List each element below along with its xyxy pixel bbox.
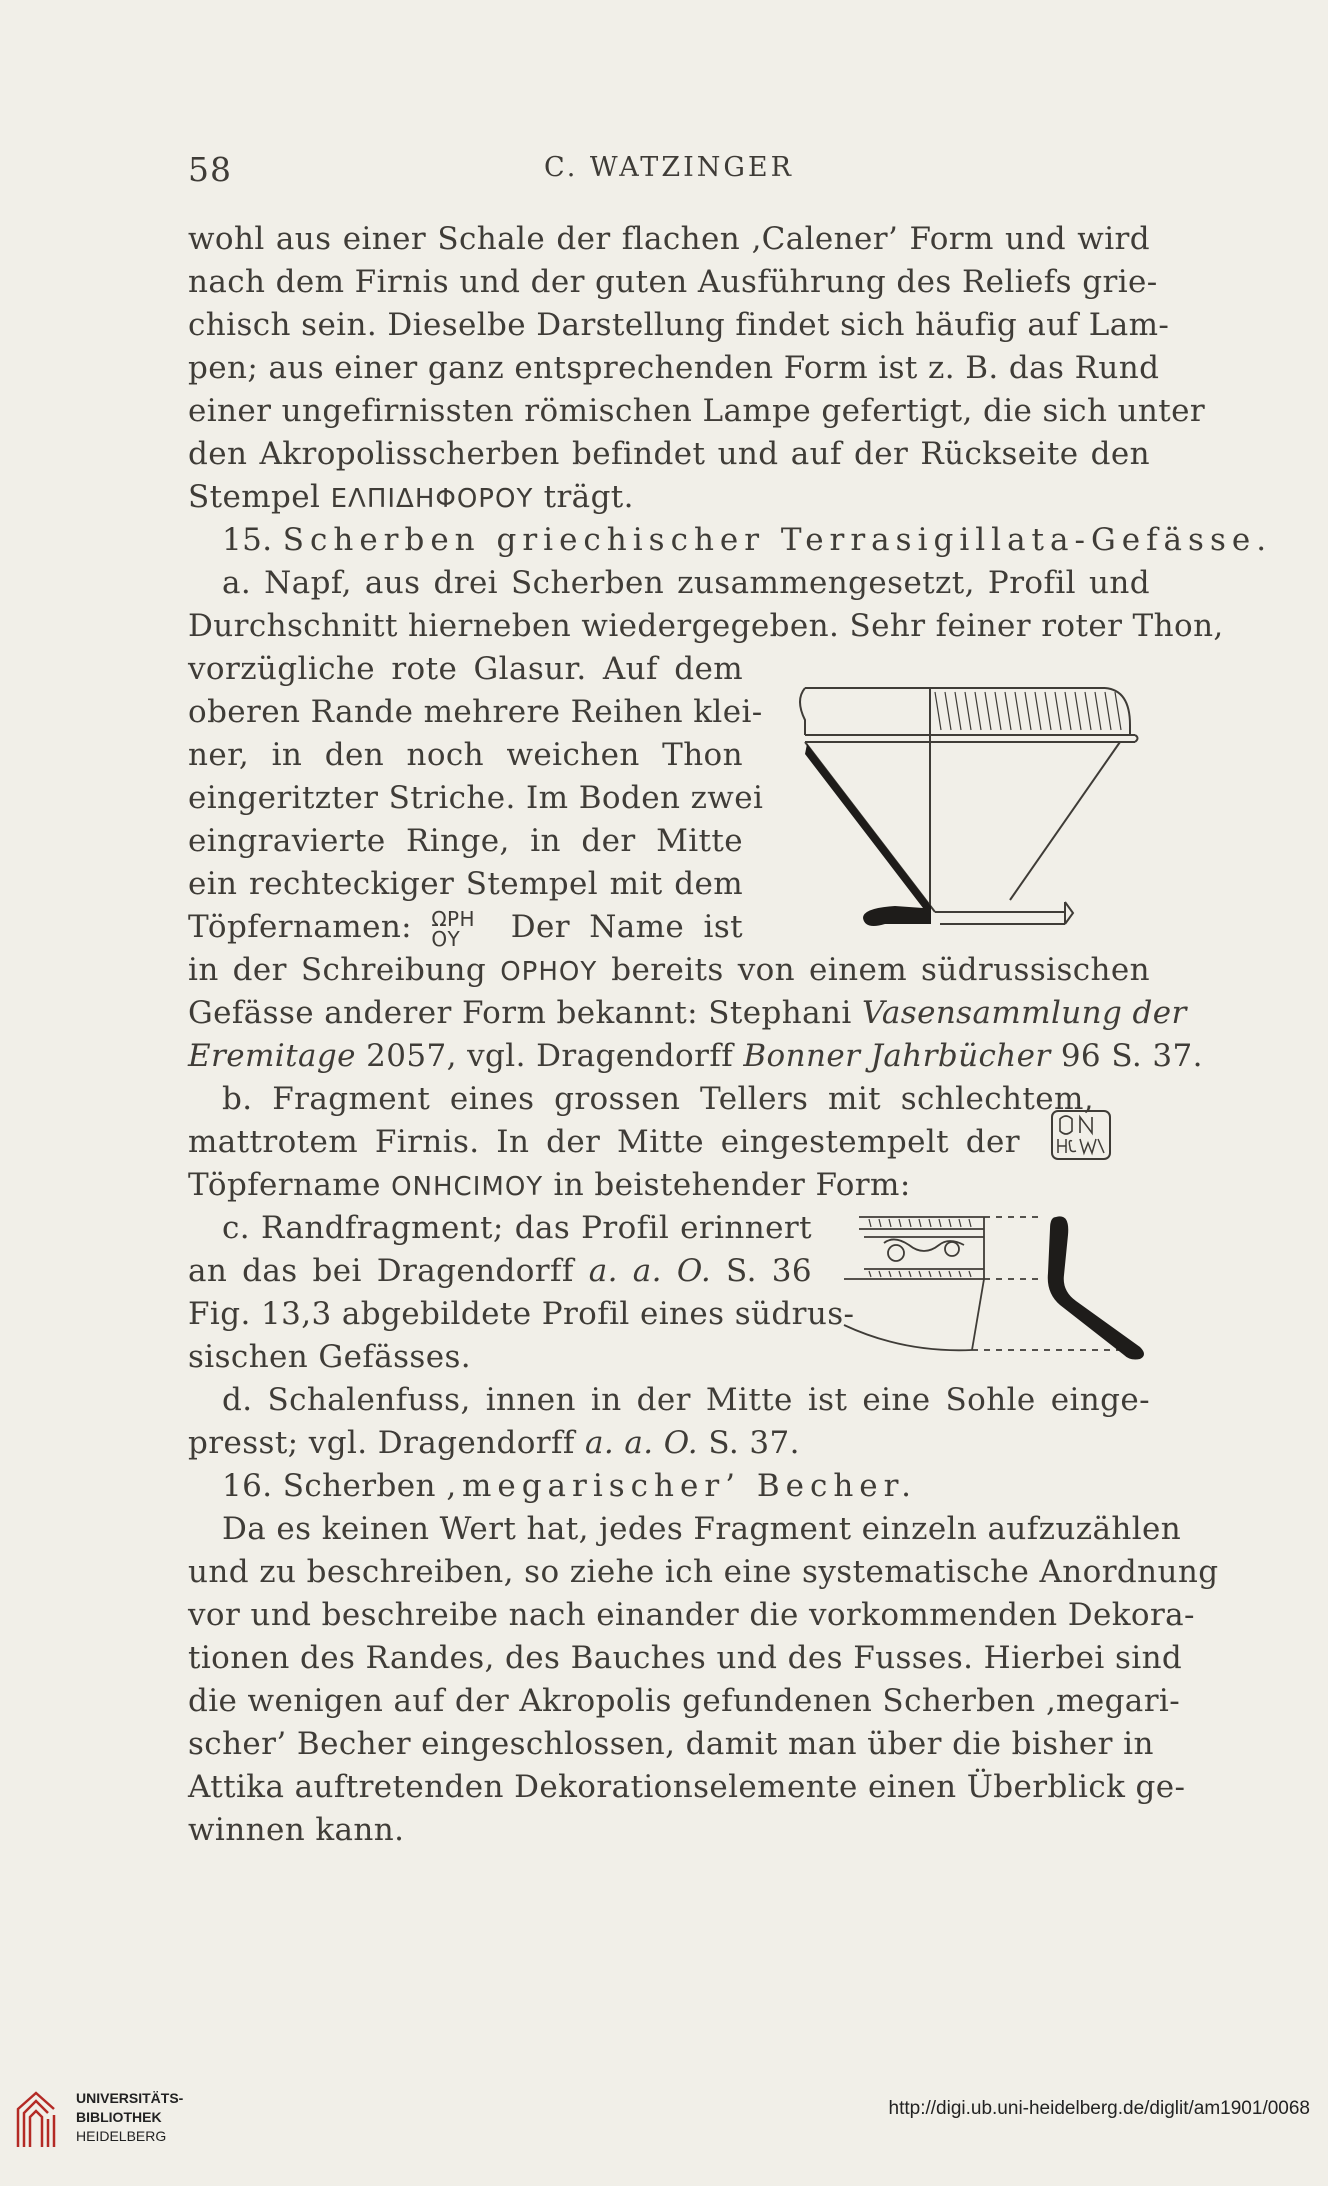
text-line (188, 476, 1150, 519)
text-span: presst; vgl. Dragendorff (188, 1425, 575, 1461)
text-line: chisch sein. Dieselbe Darstellung findet sich häufig auf Lam- (188, 307, 1170, 343)
running-head (188, 150, 1150, 190)
text-line: ner, in den noch weichen Thon (188, 737, 743, 773)
section-number: 15. (222, 522, 283, 558)
text-line: c. Randfragment; das Profil erinnert (222, 1210, 812, 1246)
text-line: Attika auftretenden Dekorationselemente einen Überblick ge- (188, 1769, 1186, 1805)
text-line: die wenigen auf der Akropolis gefundenen Scherben ‚megari- (188, 1683, 1181, 1719)
text-line: b. Fragment eines grossen Tellers mit schlechtem, (222, 1081, 1094, 1117)
text-line (188, 1250, 812, 1293)
text-span: trägt. (543, 479, 634, 515)
sigla-bottom: ΟΥ (431, 926, 461, 951)
text-line (188, 949, 1150, 992)
text-span: S. 36 (726, 1253, 812, 1289)
greek-name: ΟΡΗΟΥ (500, 957, 598, 987)
library-name (76, 2089, 183, 2146)
text-span: in der Schreibung (188, 952, 487, 988)
text-line: eingeritzter Striche. Im Boden zwei (188, 780, 764, 816)
citation-abbrev: a. a. O. (585, 1425, 699, 1461)
text-line: d. Schalenfuss, innen in der Mitte ist eine Sohle einge- (222, 1382, 1150, 1418)
bowl-profile-figure (735, 680, 1145, 940)
section-title: ‚megarischer’ Becher. (446, 1468, 917, 1504)
text-span: Gefässe anderer Form bekannt: Stephani (188, 995, 852, 1031)
citation-title: Vasensammlung der (861, 995, 1187, 1031)
stamp-sigla (431, 906, 491, 951)
section-heading-15 (188, 519, 1273, 562)
section-number: 16. Scherben (222, 1468, 447, 1504)
text-span: 96 S. 37. (1060, 1038, 1203, 1074)
text-line: tionen des Randes, des Bauches und des Fusses. Hierbei sind (188, 1640, 1183, 1676)
text-line (188, 992, 1187, 1035)
text-line: Durchschnitt hierneben wiedergegeben. Sehr feiner roter Thon, (188, 608, 1224, 644)
text-line: einer ungefirnissten römischen Lampe gefertigt, die sich unter (188, 393, 1206, 429)
text-line: nach dem Firnis und der guten Ausführung des Reliefs grie- (188, 264, 1158, 300)
text-span: Der Name ist (510, 909, 743, 945)
greek-name: ΟΝΗϹΙΜΟΥ (391, 1172, 544, 1202)
text-line: mattrotem Firnis. In der Mitte eingestempelt der (188, 1124, 1020, 1160)
text-span: 2057, vgl. Dragendorff (366, 1038, 734, 1074)
text-line: den Akropolisscherben befindet und auf der Rückseite den (188, 436, 1150, 472)
text-line: Da es keinen Wert hat, jedes Fragment einzeln aufzuzählen (222, 1511, 1182, 1547)
citation-title: Bonner Jahrbücher (743, 1038, 1051, 1074)
library-logo (14, 2085, 184, 2165)
running-title: C. WATZINGER (544, 152, 794, 183)
section-heading-16 (188, 1465, 1150, 1508)
text-span: bereits von einem südrussischen (611, 952, 1150, 988)
stamp-onhcimoy-figure (1048, 1105, 1116, 1165)
text-line: ein rechteckiger Stempel mit dem (188, 866, 743, 902)
library-logo-icon (14, 2089, 58, 2151)
body-text (188, 218, 1273, 1852)
text-span: S. 37. (708, 1425, 800, 1461)
text-span: in beistehender Form: (553, 1167, 911, 1203)
text-line: eingravierte Ringe, in der Mitte (188, 823, 743, 859)
text-line: vor und beschreibe nach einander die vorkommenden Dekora- (188, 1597, 1195, 1633)
rim-fragment-figure (824, 1205, 1154, 1365)
text-line (188, 1035, 1203, 1078)
text-line: winnen kann. (188, 1812, 405, 1848)
source-url-link[interactable]: http://digi.ub.uni-heidelberg.de/diglit/am1901/0068 (888, 2098, 1310, 2119)
text-span: an das bei Dragendorff (188, 1253, 574, 1289)
page-number: 58 (188, 150, 232, 189)
text-line: und zu beschreiben, so ziehe ich eine systematische Anordnung (188, 1554, 1219, 1590)
text-line (188, 1422, 1150, 1465)
text-line (188, 1164, 1150, 1207)
text-line: scher’ Becher eingeschlossen, damit man über die bisher in (188, 1726, 1154, 1762)
library-line: UNIVERSITÄTS- (76, 2090, 184, 2106)
text-line: Fig. 13,3 abgebildete Profil eines südrus- (188, 1296, 855, 1332)
text-span: Töpfername (188, 1167, 381, 1203)
text-span: Stempel (188, 479, 321, 515)
text-line: sischen Gefässes. (188, 1339, 472, 1375)
text-line: oberen Rande mehrere Reihen klei- (188, 694, 763, 730)
greek-stamp-text: ΕΛΠΙΔΗΦΟΡΟΥ (330, 484, 534, 514)
text-line: a. Napf, aus drei Scherben zusammengesetzt, Profil und (222, 565, 1150, 601)
sigla-top: ΩΡΗ (431, 906, 475, 931)
section-title: Scherben griechischer Terrasigillata-Gefässe. (282, 522, 1273, 558)
citation-abbrev: a. a. O. (588, 1253, 712, 1289)
library-line: HEIDELBERG (76, 2128, 167, 2144)
text-line: pen; aus einer ganz entsprechenden Form ist z. B. das Rund (188, 350, 1160, 386)
text-line: vorzügliche rote Glasur. Auf dem (188, 651, 743, 687)
text-span: Töpfernamen: (188, 909, 413, 945)
text-line: wohl aus einer Schale der flachen ‚Calener’ Form und wird (188, 221, 1150, 257)
library-line: BIBLIOTHEK (76, 2109, 162, 2125)
citation-title: Eremitage (188, 1038, 356, 1074)
text-line (188, 906, 743, 949)
